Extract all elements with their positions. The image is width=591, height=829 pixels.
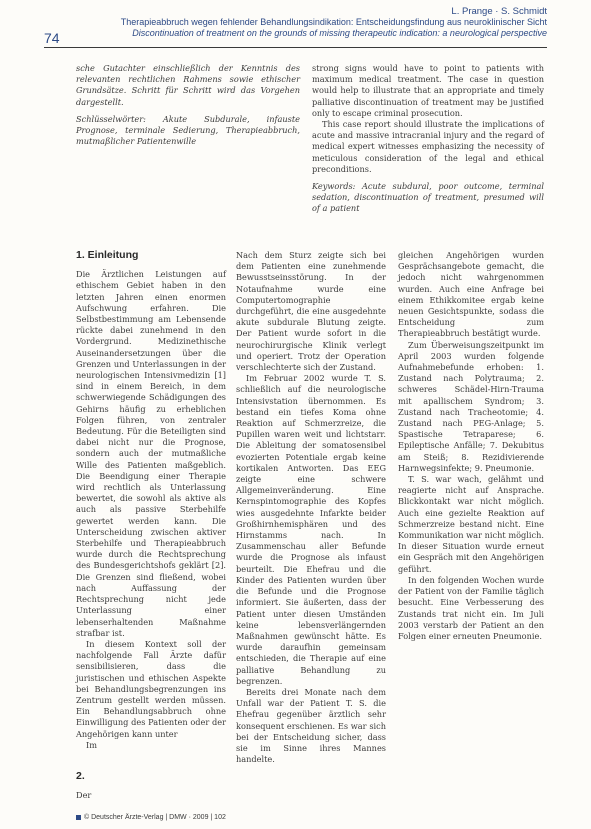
column-3: [398, 250, 544, 642]
keywords-de: Schlüsselwörter: Akute Subdurale, infauste Prognose, terminale Sedierung, Therapieabbruch, mutmaßlicher Patientenwille: [76, 113, 300, 147]
header-rule: [44, 47, 547, 48]
keywords-en: Keywords: Acute subdural, poor outcome, terminal sedation, discontinuation of treatment, presumed will of a patient: [312, 181, 544, 214]
paragraph: Nach dem Sturz zeigte sich bei dem Patienten eine zunehmende Bewusstseinsstörung. In der Notaufnahme wurde eine Computertomographie durchgeführt, die eine ausgedehnte akute subdurale Blutung zeigte. Der Patient wurde sofort in die neurochirurgische Klinik verlegt und operiert. Trotz der Operation verschlechterte sich der Zustand.: [236, 250, 386, 373]
paragraph: In den folgenden Wochen wurde der Patient von der Familie täglich besucht. Eine Verbesserung des Zustands trat nicht ein. Im Juli 2003 verstarb der Patient an den Folgen einer erneuten Pneumonie.: [398, 574, 544, 641]
page-number: 74: [44, 30, 60, 46]
page-footer: [76, 814, 226, 821]
abstract-en: [312, 63, 544, 215]
square-bullet-icon: [76, 815, 81, 820]
paragraph: Bereits drei Monate nach dem Unfall war der Patient T. S. die Ehefrau gegenüber ärztlich sehr konsequent erschienen. Es war sich bei der Entscheidung sicher, dass sie im Sinne ihres Mannes handelte.: [236, 686, 386, 765]
abstract-en-text: strong signs would have to point to patients with maximum medical treatment. The case in question would help to illustrate that an appropriate and timely palliative discontinuation of treatment may be justified only to escape criminal prosecution.: [312, 63, 544, 118]
paragraph: T. S. war wach, gelähmt und reagierte nicht auf Ansprache. Blickkontakt war nicht möglich. Auch eine gezielte Reaktion auf Schmerzreize bestand nicht. Eine Kommunikation war nicht möglich. In dieser Situation wurde erneut ein Gespräch mit den Angehörigen geführt.: [398, 474, 544, 574]
paragraph: Zum Überweisungszeitpunkt im April 2003 wurden folgende Aufnahmebefunde erhoben: 1. Zustand nach Polytrauma; 2. schweres Schädel-Hirn-Trauma mit apallischem Syndrom; 3. Zustand nach Tracheotomie; 4. Zustand nach PEG-Anlage; 5. Spastische Tetraparese; 6. Epileptische Anfälle; 7. Dekubitus am Steiß; 8. Rezidivierende Harnwegsinfekte; 9. Pneumonie.: [398, 339, 544, 473]
running-header: [107, 6, 547, 39]
header-title-en: Discontinuation of treatment on the grounds of missing therapeutic indication: a neurological perspective: [132, 28, 547, 38]
abstract-de: [76, 63, 300, 147]
paragraph: Im Februar 2002 wurde T. S. schließlich auf die neurologische Intensivstation übernommen. Es bestand ein tiefes Koma ohne Reaktion auf Schmerzreize, die Pupillen waren weit und lichtstarr. Die Ableitung der somatosensibel evozierten Potentiale ergab keine kortikalen Antworten. Das EEG zeigte eine schwere Allgemeinveränderung. Eine Kernspintomographie des Kopfes wies ausgedehnte Infarkte beider Großhirnhemisphären und des Hirnstamms nach. In Zusammenschau aller Befunde wurde die Prognose als infaust beurteilt. Die Ehefrau und die Kinder des Patienten wurden über die Befunde und die Prognose informiert. Sie äußerten, dass der Patient unter diesen Umständen keine lebensverlängernden Maßnahmen gewünscht hätte. Es wurde daraufhin gemeinsam entschieden, die Therapie auf eine palliative Behandlung zu begrenzen.: [236, 373, 386, 686]
header-authors: L. Prange · S. Schmidt: [451, 6, 547, 17]
footer-text: © Deutscher Ärzte-Verlag | DMW · 2009 | 102: [84, 814, 226, 821]
section-heading-case-report: 2.: [76, 769, 85, 782]
abstract-de-text: sche Gutachter einschließlich der Kenntnis des relevanten rechtlichen Rahmens sowie ethischer Grundsätze. Schritt für Schritt wird das Vorgehen dargestellt.: [76, 63, 300, 107]
paragraph: In diesem Kontext soll der nachfolgende Fall Ärzte dafür sensibilisieren, dass die juristischen und ethischen Aspekte bei Behandlungsbegrenzungen ins Zentrum gestellt werden müssen. Ein Behandlungsabbruch ohne Einwilligung des Patienten oder der Angehörigen kann unter: [76, 638, 226, 739]
paragraph: gleichen Angehörigen wurden Gesprächsangebote gemacht, die jedoch nicht wahrgenommen wurden. Auch eine Anfrage bei einem Ethikkomitee ergab keine neuen Gesichtspunkte, sodass die Entscheidung zum Therapieabbruch bestätigt wurde.: [398, 250, 544, 339]
column-2: [236, 250, 386, 765]
paragraph: Der: [76, 790, 92, 801]
paragraph: Im: [86, 739, 97, 750]
header-title-de: Therapieabbruch wegen fehlender Behandlungsindikation: Entscheidungsfindung aus neuroklinischer Sicht: [120, 17, 547, 27]
section-heading-introduction: 1. Einleitung: [76, 249, 139, 261]
abstract-en-text-2: This case report should illustrate the implications of acute and massive intracranial injury and the regard of medical expert witnesses emphasizing the necessity of meticulous consideration of the legal and ethical preconditions.: [312, 119, 544, 174]
paragraph: Die Ärztlichen Leistungen auf ethischem Gebiet haben in den letzten Jahren einen enormen Aufschwung erfahren. Die Selbstbestimmung am Lebensende rückte dabei zunehmend in den Vordergrund. Medizinethische Auseinandersetzungen über die Grenzen und Unterlassungen in der neurologischen Intensivmedizin [1] sind in einem Bereich, in dem schwerwiegende Schädigungen des Gehirns häufig zu erheblichen Folgen führen, von zentraler Bedeutung. Für die Beteiligten sind dabei nicht nur die Prognose, sondern auch der mutmaßliche Wille des Patienten maßgeblich. Die Beendigung einer Therapie wird rechtlich als Unterlassung bewertet, die sowohl als aktive als auch als passive Sterbehilfe gewertet werden kann. Die Unterscheidung zwischen aktiver Sterbehilfe und Therapieabbruch wurde durch die Rechtsprechung des Bundesgerichtshofs geklärt [2]. Die Grenzen sind fließend, wobei nach Auffassung der Rechtsprechung nicht jede Unterlassung einer lebenserhaltenden Maßnahme strafbar ist.: [76, 269, 226, 638]
column-1: [76, 250, 226, 801]
